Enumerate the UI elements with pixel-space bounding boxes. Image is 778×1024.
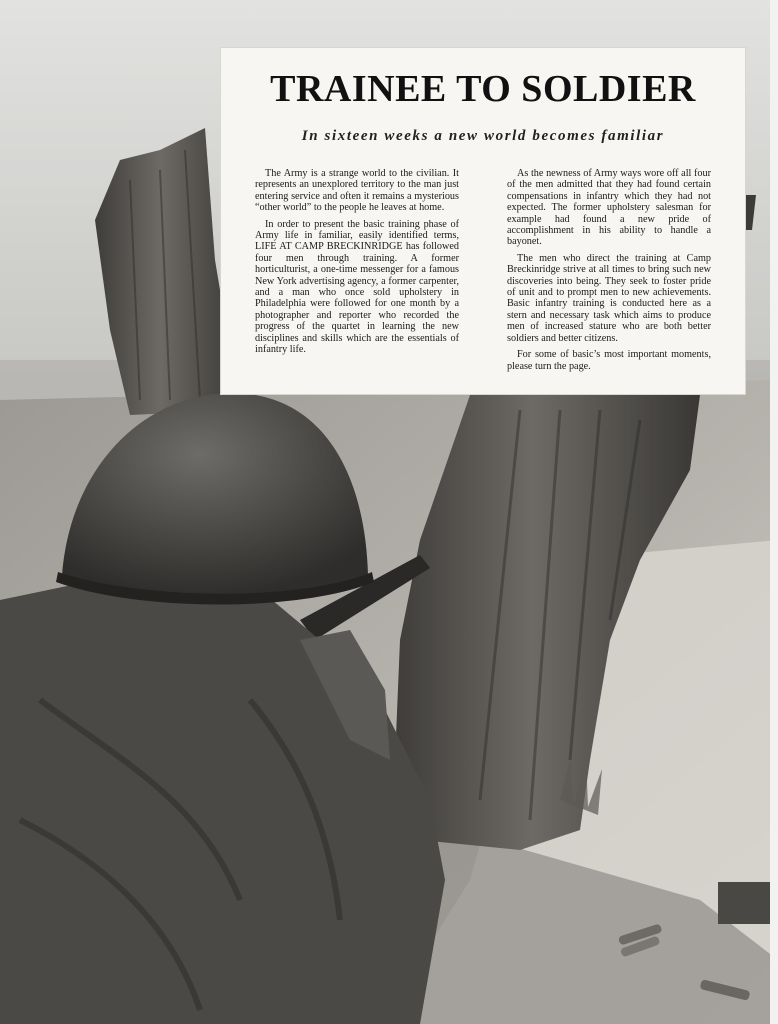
headline: TRAINEE TO SOLDIER — [270, 68, 696, 110]
article-columns — [255, 168, 711, 377]
paragraph: The Army is a strange world to the civilian. It represents an unexplored territory to the man just entering service and often it remains a mysterious “other world” to the people he leaves at home. — [255, 168, 459, 214]
paragraph: As the newness of Army ways wore off all four of the men admitted that they had found certain compensations in infantry which they had not expected. The former upholstery salesman for example had found a new pride of accomplishment in his ability to handle a bayonet. — [507, 168, 711, 248]
page-edge — [770, 0, 778, 1024]
article-column-right — [507, 168, 711, 377]
article-column-left — [255, 168, 459, 377]
paragraph: In order to present the basic training phase of Army life in familiar, easily identified terms, LIFE AT CAMP BRECKINRIDGE has followed four men through training. A former horticulturist, a one-time messenger for a famous New York advertising agency, a former carpenter, and a man who once sold upholstery in Philadelphia were followed for one month by a photographer and reporter who recorded the progress of the quartet in learning the new disciplines and skills which are the essentials of infantry life. — [255, 218, 459, 356]
paragraph: The men who direct the training at Camp Breckinridge strive at all times to bring such new discoveries into being. They seek to foster pride of unit and to prompt men to new achievements. Basic infantry training is conducted here as a stern and necessary task which aims to produce men of increased stature who are both better soldiers and better citizens. — [507, 252, 711, 344]
article-text-panel — [220, 47, 746, 395]
subtitle: In sixteen weeks a new world becomes familiar — [301, 128, 665, 144]
paragraph: For some of basic’s most important moments, please turn the page. — [507, 349, 711, 372]
ammo-box — [718, 882, 773, 924]
